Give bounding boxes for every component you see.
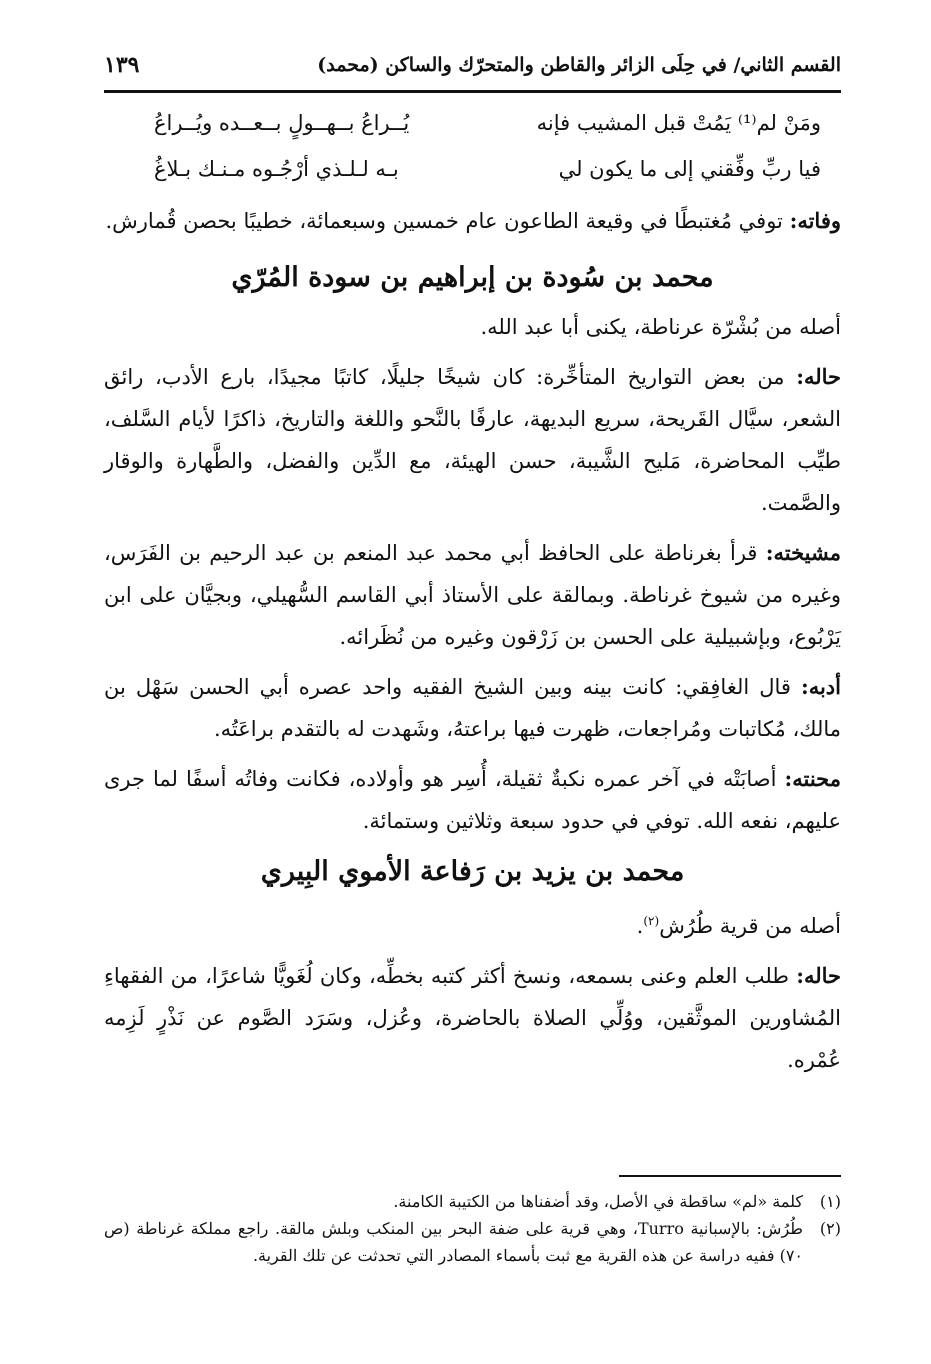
footnote-ref: (٢) (643, 914, 660, 928)
footnote-number: (١) (819, 1192, 841, 1211)
footnotes (104, 1188, 841, 1269)
footnote-text: طُرُش: بالإسبانية Turro، وهي قرية على ضفة البحر بين المنكب وبلش مالقة. راجع مملكة غرناطة (ص ٧٠) ففيه دراسة عن هذه القرية مع ثبت بأسماء المصادر التي تحدثت عن تلك القرية. (104, 1219, 804, 1265)
biography-heading: محمد بن سُودة بن إبراهيم بن سودة المُرّي (231, 262, 714, 293)
section-text: أصابَتْه في آخر عمره نكبةٌ ثقيلة، أُسِر هو وأولاده، فكانت وفاتُه أسفًا لما جرى عليهم، نفعه الله. توفي في حدود سبعة وثلاثين وستمائة. (104, 767, 841, 833)
section-text: توفي مُغتبطًا في وقيعة الطاعون عام خمسين وسبعمائة، خطيبًا بحصن قُمارش. (105, 209, 790, 233)
footnote-divider (619, 1175, 841, 1177)
section-text: طلب العلم وعنى بسمعه، ونسخ أكثر كتبه بخطِّه، وكان لُغَويًّا شاعرًا، من الفقهاءِ المُشاورين الموثَّقين، ووُلِّي الصلاة بالحاضرة، وعُزل، وسَرَد الصَّوم عن نَذْرٍ لَزِمه عُمْره. (104, 964, 841, 1072)
biography-section (104, 955, 841, 1081)
page-header (104, 48, 841, 93)
origin-paragraph: أصله من بُشْرّة عرناطة، يكنى أبا عبد الله. (480, 315, 841, 339)
verse-line (104, 146, 841, 192)
verse-first-hemistich: ومَنْ لم⁽¹⁾ يَمُتْ قبل المشيب فإنه (536, 111, 821, 135)
running-title: القسم الثاني/ في حِلَى الزائر والقاطن والمتحرّك والساكن (محمد) (317, 54, 841, 76)
biography-section (104, 532, 841, 658)
section-label: محنته: (784, 766, 841, 791)
verse-first-hemistich: فيا ربِّ وفِّقني إلى ما يكون لي (558, 157, 821, 181)
footnote-number: (٢) (819, 1219, 841, 1238)
verse-line (104, 100, 841, 146)
verse-second-hemistich: يُــراعُ بــهــولٍ بــعــده ويُــراعُ (154, 111, 410, 135)
footnote (104, 1188, 841, 1215)
section-label: مشيخته: (765, 540, 841, 565)
biography-section (104, 666, 841, 750)
death-paragraph (104, 200, 841, 242)
verse-second-hemistich: بـه لـلـذي أرْجُـوه مـنـك بـلاغُ (154, 157, 399, 181)
main-text (104, 100, 841, 1081)
footnote (104, 1215, 841, 1269)
biography-section (104, 758, 841, 842)
section-label: حاله: (796, 364, 841, 389)
section-label: وفاته: (789, 208, 841, 233)
biography-section (104, 356, 841, 524)
section-label: أدبه: (800, 674, 841, 699)
section-text: قال الغافِقي: كانت بينه وبين الشيخ الفقيه واحد عصره أبي الحسن سَهْل بن مالك، مُكاتبات ومُراجعات، ظهرت فيها براعتهُ، وشَهدت له بالتقدم براعَتُه. (104, 675, 841, 741)
origin-paragraph: أصله من قرية طُرُش$^{(٢)}$. (636, 914, 841, 938)
section-label: حاله: (796, 963, 841, 988)
page-number: ١٣٩ (104, 52, 140, 78)
biography-heading: محمد بن يزيد بن رَفاعة الأموي البِيري (260, 856, 685, 887)
section-text: من بعض التواريخ المتأخِّرة: كان شيخًا جليلًا، كاتبًا مجيدًا، بارع الأدب، رائق الشعر، سيَّال القَريحة، سريع البديهة، عارفًا بالنَّحو واللغة والتاريخ، ذاكرًا لأيام السَّلف، طيِّب المحاضرة، مَليح الشَّيبة، حسن الهيئة، مع الدِّين والفضل، والطَّهارة والوقار والصَّمت. (104, 365, 841, 515)
section-text: قرأ بغرناطة على الحافظ أبي محمد عبد المنعم بن عبد الرحيم بن الفَرَس، وغيره من شيوخ غرناطة. وبمالقة على الأستاذ أبي القاسم السُّهيلي، وبجيَّان على ابن يَرْبُوع، وبإشبيلية على الحسن بن زَرْقون وغيره من نُظَرائه. (104, 541, 841, 649)
footnote-text: كلمة «لم» ساقطة في الأصل، وقد أضفناها من الكتيبة الكامنة. (393, 1192, 803, 1211)
origin-text: أصله من قرية طُرُش (659, 914, 841, 938)
